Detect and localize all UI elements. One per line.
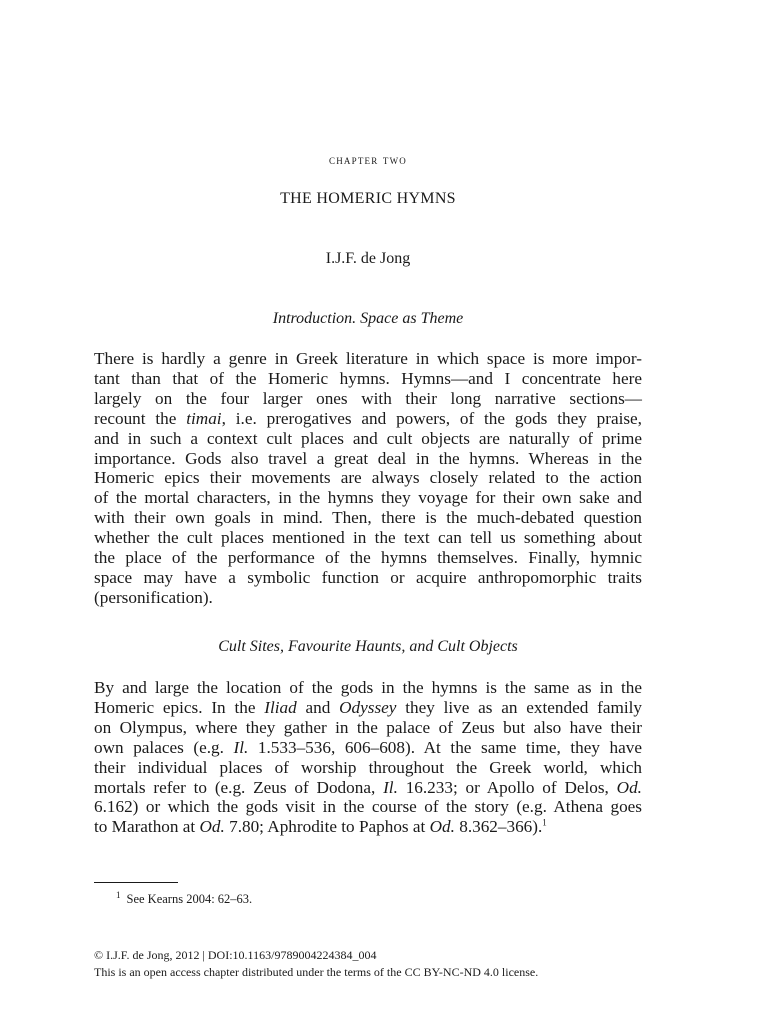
- text-line: importance. Gods also travel a great deal in the hymns. Whereas in the: [94, 448, 642, 468]
- text-line: There is hardly a genre in Greek literature in which space is more impor-: [94, 349, 642, 368]
- text-line: of the mortal characters, in the hymns they voyage for their own sake and: [94, 488, 642, 508]
- copyright-line: © I.J.F. de Jong, 2012 | DOI:10.1163/9789004224384_004: [94, 948, 377, 962]
- text-line: with their own goals in mind. Then, there is the much-debated question: [94, 508, 642, 528]
- text-line: and in such a context cult places and cult objects are naturally of prime: [94, 428, 642, 448]
- text-line: recount the timai, i.e. prerogatives and powers, of the gods they praise,: [94, 408, 642, 428]
- text-line: mortals refer to (e.g. Zeus of Dodona, Il. 16.233; or Apollo of Delos, Od.: [94, 777, 642, 797]
- text-line: to Marathon at Od. 7.80; Aphrodite to Paphos at Od. 8.362–366).$^1$: [94, 817, 547, 837]
- author-name: I.J.F. de Jong: [325, 250, 411, 267]
- license-line: This is an open access chapter distributed under the terms of the CC BY-NC-ND 4.0 license.: [94, 965, 539, 979]
- footnote-text: See Kearns 2004: 62–63.: [126, 892, 253, 907]
- text-line: tant than that of the Homeric hymns. Hymns—and I concentrate here: [94, 368, 642, 388]
- text-line: (personification).: [94, 587, 213, 607]
- text-line: the place of the performance of the hymns themselves. Finally, hymnic: [94, 548, 642, 568]
- text-line: their individual places of worship throughout the Greek world, which: [94, 757, 642, 777]
- chapter-title: THE HOMERIC HYMNS: [280, 190, 456, 207]
- text-line: Homeric epics their movements are always closely related to the action: [94, 468, 642, 488]
- text-line: largely on the four larger ones with their long narrative sections—: [94, 388, 642, 408]
- text-line: own palaces (e.g. Il. 1.533–536, 606–608). At the same time, they have: [94, 737, 642, 757]
- text-line: 6.162) or which the gods visit in the course of the story (e.g. Athena goes: [94, 797, 642, 817]
- footnote-reference[interactable]: 1: [542, 817, 547, 828]
- footnote-number: 1: [116, 890, 121, 900]
- text-line: on Olympus, where they gather in the palace of Zeus but also have their: [94, 717, 642, 737]
- text-line: Homeric epics. In the Iliad and Odyssey they live as an extended family: [94, 697, 643, 717]
- text-line: whether the cult places mentioned in the text can tell us something about: [94, 528, 642, 548]
- book-page: [94, 0, 642, 1024]
- footnote-divider: [94, 882, 178, 883]
- chapter-label: chapter two: [329, 152, 407, 167]
- section-heading-cult-sites: Cult Sites, Favourite Haunts, and Cult Objects: [218, 638, 518, 655]
- text-line: By and large the location of the gods in the hymns is the same as in the: [94, 678, 642, 697]
- text-line: space may have a symbolic function or acquire anthropomorphic traits: [94, 567, 642, 587]
- section-heading-introduction: Introduction. Space as Theme: [272, 310, 464, 327]
- paragraph-introduction: [94, 349, 642, 608]
- paragraph-cult-sites: [94, 678, 642, 837]
- footnote: [116, 890, 252, 907]
